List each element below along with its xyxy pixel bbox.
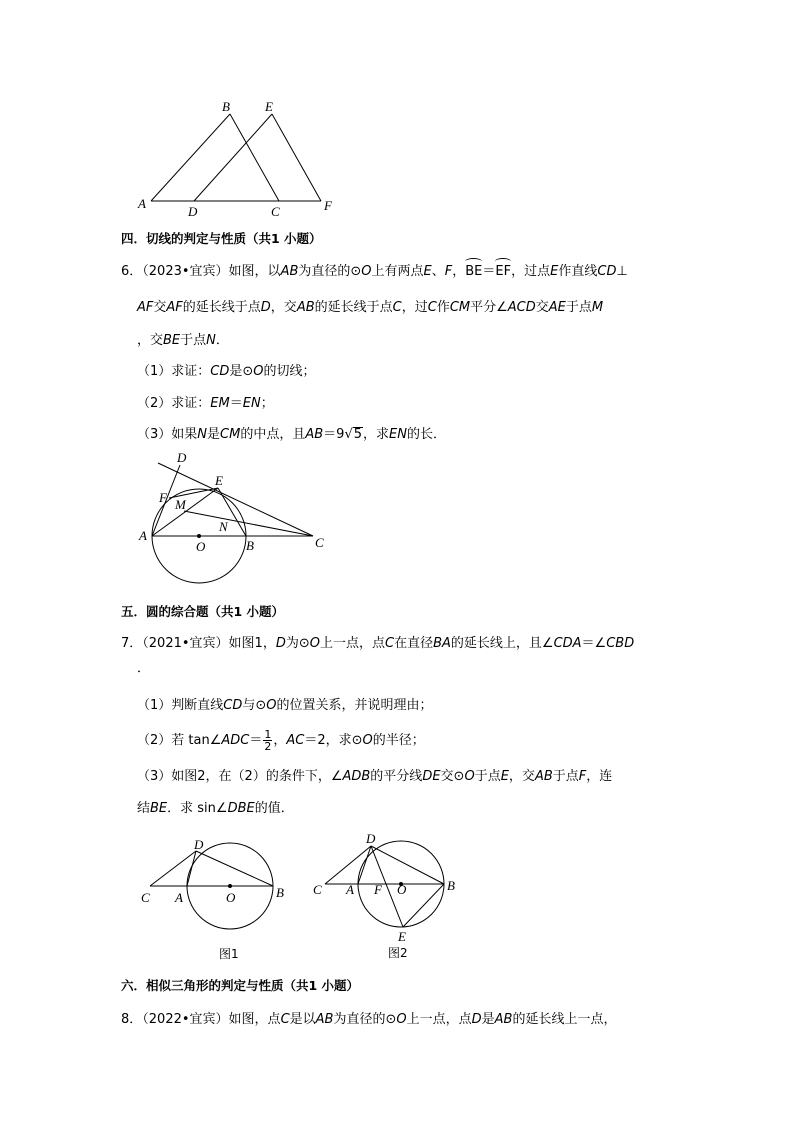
question-7-line-1: 7．（2021•宜宾）如图1，D为⊙O上一点，点C在直径BA的延长线上，且∠CDA＝∠CBD <box>121 636 635 651</box>
label-D: D <box>177 450 187 465</box>
label-A: A <box>175 890 183 905</box>
sqrt-symbol: √ <box>344 427 353 442</box>
label-E: E <box>398 929 406 944</box>
label-A: A <box>139 528 147 543</box>
question-7-line-2: ． <box>137 661 151 676</box>
label-F: F <box>324 198 332 213</box>
figure-caption: 图2 <box>388 946 408 960</box>
question-6-line-1: 6．（2023•宜宾）如图，以AB为直径的⊙O上有两点E、F，BE＝EF，过点E作直线CD⊥ <box>121 264 628 279</box>
label-O: O <box>226 890 236 905</box>
label-C: C <box>271 204 280 219</box>
label-B: B <box>447 878 455 893</box>
label-D: D <box>194 837 204 852</box>
question-7-part-3-cont: 结BE．求 sin∠DBE的值． <box>137 801 294 816</box>
question-6-line-3: ，交BE于点N． <box>137 333 229 348</box>
figure-q7-2 <box>0 830 794 970</box>
label-M: M <box>175 497 186 512</box>
label-N: N <box>219 519 228 534</box>
question-6-part-3: （3）如果N是CM的中点，且AB＝9√5，求EN的长． <box>137 427 446 442</box>
center-O-dot <box>197 534 201 538</box>
label-B: B <box>246 538 254 553</box>
figure-q6-circle-tangent <box>0 450 794 590</box>
question-7-part-3: （3）如图2，在（2）的条件下，∠ADB的平分线DE交⊙O于点E，交AB于点F，连 <box>137 769 613 784</box>
question-7-part-1: （1）判断直线CD与⊙O的位置关系，并说明理由； <box>137 698 433 713</box>
label-F: F <box>159 490 167 505</box>
arc-EF: EF <box>495 264 512 279</box>
question-6-part-1: （1）求证：CD是⊙O的切线； <box>137 364 316 379</box>
section-heading: 四．切线的判定与性质（共1 小题） <box>121 231 322 246</box>
label-D: D <box>188 204 198 219</box>
label-B: B <box>276 885 284 900</box>
segment-CM <box>184 511 313 536</box>
segment-DE <box>194 114 272 201</box>
label-O: O <box>397 882 407 897</box>
fraction-one-half: $\frac{1}{2}$ <box>264 728 272 753</box>
label-C: C <box>141 890 150 905</box>
figure-caption: 图1 <box>219 947 239 961</box>
segment-DB <box>371 846 444 884</box>
sqrt-radicand: 5 <box>353 427 363 442</box>
section-heading: 六．相似三角形的判定与性质（共1 小题） <box>121 978 360 993</box>
label-F: F <box>374 882 382 897</box>
label-E: E <box>215 473 223 488</box>
arc-BE: BE <box>465 264 483 279</box>
label-O: O <box>196 539 206 554</box>
section-heading: 五．圆的综合题（共1 小题） <box>121 604 285 619</box>
question-8-line-1: 8．（2022•宜宾）如图，点C是以AB为直径的⊙O上一点，点D是AB的延长线上一点， <box>121 1012 617 1027</box>
label-E: E <box>265 99 273 114</box>
label-D: D <box>366 831 376 846</box>
label-C: C <box>313 882 322 897</box>
segment-BC <box>230 114 279 201</box>
label-A: A <box>138 196 146 211</box>
question-7-part-2: （2）若 tan∠ADC＝ $\frac{1}{2}$ ，AC＝2，求⊙O的半径； <box>137 728 425 753</box>
label-A: A <box>346 882 354 897</box>
label-C: C <box>315 535 324 550</box>
label-B: B <box>222 99 230 114</box>
question-6-line-2: AF交AF的延长线于点D，交AB的延长线于点C，过C作CM平分∠ACD交AE于点M <box>137 300 604 315</box>
question-6-part-2: （2）求证：EM＝EN； <box>137 396 274 411</box>
segment-EF <box>272 114 321 201</box>
segment-AB <box>151 114 230 201</box>
figure-triangles <box>0 0 794 230</box>
